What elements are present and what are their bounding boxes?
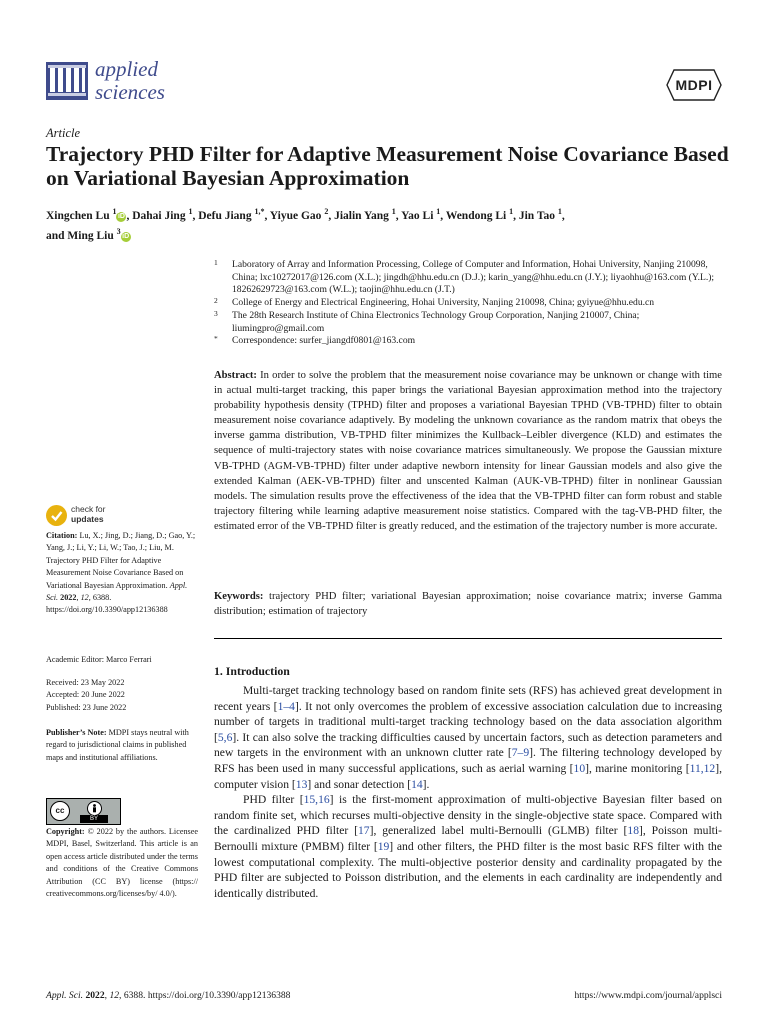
citation-reference-link[interactable]: 13 — [295, 777, 308, 791]
author-name[interactable]: Dahai Jing — [132, 209, 189, 222]
author-name[interactable]: Ming Liu — [67, 229, 117, 242]
publisher-note — [46, 727, 198, 764]
affiliation-item — [214, 335, 726, 348]
citation-journal: Appl. Sci. — [46, 580, 188, 603]
cc-icon: cc — [50, 801, 70, 821]
affiliation-number: 3 — [214, 308, 218, 318]
author-name[interactable]: Jin Tao — [518, 209, 558, 222]
paragraph-text: Multi-target tracking technology based on random finite sets (RFS) has achieved great development in recent years [ — [214, 684, 722, 713]
affiliation-number: * — [214, 334, 218, 344]
citation-year: 2022 — [60, 593, 77, 603]
section-divider — [214, 638, 722, 639]
citation-reference-link[interactable]: 5,6 — [217, 730, 233, 744]
intro-paragraph-2 — [214, 792, 722, 901]
received-date: Received: 23 May 2022 — [46, 678, 125, 687]
citation-block: Citation: Lu, X.; Jing, D.; Jiang, D.; Gao, Y.; Yang, J.; Li, Y.; Li, W.; Tao, J.; Liu, M. Trajectory PHD Filter for Adaptive Measurement Noise Covariance Based on Variational Bayesian Approximation. Appl. Sci. 2022, 12, 6388. https://doi.org/10.3390/app12136388 — [46, 531, 196, 615]
affiliation-item — [214, 259, 726, 297]
journal-name-line1: applied — [95, 57, 158, 81]
citation-reference-link[interactable]: 14 — [411, 777, 423, 791]
affiliation-text: The 28th Research Institute of China Electronics Technology Group Corporation, Nanjing 210007, China; liumingpro@gmail.com — [232, 309, 640, 334]
author-name[interactable]: Yiyue Gao — [269, 209, 325, 222]
author-affiliation-mark: 1 — [509, 207, 514, 216]
keywords — [214, 589, 722, 619]
journal-name-line2: sciences — [95, 80, 165, 104]
author-name[interactable]: Yao Li — [401, 209, 437, 222]
copyright-label: Copyright: — [46, 827, 85, 836]
copyright-notice — [46, 826, 198, 900]
introduction-body — [214, 683, 722, 901]
footer-year: 2022 — [85, 990, 105, 1001]
citation-reference-link[interactable]: 15,16 — [303, 793, 330, 807]
check-updates-icon — [46, 505, 67, 526]
journal-logo[interactable] — [46, 58, 186, 108]
paragraph-text: ] is the first-moment approximation of multi-objective Bayesian filter based on random finite set, which recurses multi-objective density in the single-objective state space. Compared with the cardinalized PHD filter [ — [214, 793, 722, 838]
keywords-text: trajectory PHD filter; variational Bayesian approximation; noise covariance matrix; inverse Gamma distribution; estimation of trajectory — [214, 591, 722, 618]
author-affiliation-mark: 1,* — [254, 207, 265, 216]
copyright-text: © 2022 by the authors. Licensee MDPI, Basel, Switzerland. This article is an open access article distributed under the terms and conditions of the Creative Commons Attribution (CC BY) license (https:// creativecommons.org/licenses/by/ 4.0/). — [46, 827, 199, 899]
affiliations — [214, 259, 726, 348]
author-affiliation-mark: 1 — [391, 207, 396, 216]
article-title: Trajectory PHD Filter for Adaptive Measurement Noise Covariance Based on Variational Bayesian Approximation — [46, 142, 729, 190]
affiliation-item — [214, 297, 726, 310]
paragraph-text: ] and sonar detection [ — [307, 777, 412, 791]
check-updates-line1: check for — [71, 504, 106, 514]
affiliation-number: 1 — [214, 258, 218, 267]
affiliation-text: Correspondence: surfer_jiangdf0801@163.com — [232, 335, 416, 347]
paragraph-text: ], generalized label multi-Bernoulli (GLMB) filter [ — [369, 824, 628, 838]
affiliation-number: 2 — [214, 296, 218, 306]
author-affiliation-mark: 2 — [324, 207, 329, 216]
person-icon — [87, 801, 102, 816]
affiliation-text: Laboratory of Array and Information Processing, College of Computer and Information, Hohai University, Nanjing 210098, China; lxc10272017@126.com (X.L.); jingdh@hhu.edu.cn (D.J.); karin_yang@hhu.edu.cn (J.Y.); liyaohhu@163.com (Y.L.); 18262629723@163.com (W.L.); taojin@hhu.edu.cn (J.T.) — [232, 259, 715, 296]
by-label: BY — [80, 815, 108, 823]
footer-journal: Appl. Sci. — [46, 990, 84, 1001]
citation-reference-link[interactable]: 11,12 — [689, 761, 716, 775]
citation-reference-link[interactable]: 19 — [377, 839, 390, 853]
author-affiliation-mark: 3 — [116, 226, 121, 236]
footer-journal-url[interactable]: https://www.mdpi.com/journal/applsci — [574, 990, 722, 1001]
footer-volume: 12 — [109, 990, 120, 1001]
author-list: Xingchen Lu $^1$iD , Dahai Jing $^1$, Defu Jiang $^{1,*}$, Yiyue Gao $^2$, Jialin Yang $^1$, Yao Li $^1$, Wendong Li $^1$, Jin Tao $^1$, and Ming Liu $^3$iD — [46, 207, 565, 242]
article-type: Article — [46, 126, 81, 140]
author-name[interactable]: Defu Jiang — [198, 209, 255, 222]
paragraph-text: ], Poisson multi-Bernoulli mixture (PMBM) filter [ — [214, 824, 722, 853]
citation-volume: 12 — [80, 593, 89, 603]
paragraph-text: ]. — [422, 777, 430, 791]
cc-by-license-badge[interactable] — [46, 798, 121, 825]
accepted-date: Accepted: 20 June 2022 — [46, 690, 125, 700]
paragraph-text: ], computer vision [ — [214, 761, 722, 791]
author-affiliation-mark: 1 — [436, 207, 441, 216]
check-for-updates-badge[interactable] — [46, 504, 126, 528]
author-affiliation-mark: 1 — [188, 207, 193, 216]
citation-reference-link[interactable]: 17 — [357, 824, 370, 838]
check-updates-line2: updates — [71, 513, 104, 524]
citation-doi[interactable]: , 6388. https://doi.org/10.3390/app12136388 — [46, 593, 168, 615]
author-name[interactable]: Jialin Yang — [334, 209, 392, 222]
academic-editor: Academic Editor: Marco Ferrari — [46, 655, 152, 664]
check-updates-text — [71, 505, 106, 524]
author-name[interactable]: Xingchen Lu — [46, 209, 113, 222]
abstract-text: In order to solve the problem that the measurement noise covariance may be unknown or change with time in actual multi-target tracking, this paper brings the variational Bayesian approximation method into the trajectory probability hypothesis density (TPHD) filter and proposes a variational Bayesian TPHD (VB-TPHD) filter to obtain measurement noise covariance adaptively. By modeling the unknown covariance as the random matrix that obeys the inverse gamma distribution, VB-TPHD filter minimizes the Kullback–Leibler divergence (KLD) and estimates the sequence of multi-trajectory states with noise covariance matrices simultaneously. We propose the Gaussian mixture VB-TPHD (AGM-VB-TPHD) filter under adaptive newborn intensity for linear Gaussian models and also give the extended Kalman (AEK-VB-TPHD) filter and unscented Kalman (AUK-VB-TPHD) filter in nonlinear Gaussian models. The simulation results prove the effectiveness of the idea that the VB-TPHD filter can form robust and stable trajectory filtering while learning adaptive measurement noise statistics. Compared with the tag-VB-PHD filter, the estimated error of the VB-TPHD filter is greatly reduced, and the estimation of the trajectory number is more accurate. — [214, 370, 722, 532]
orcid-icon[interactable]: iD — [117, 212, 125, 220]
citation-reference-link[interactable]: 1–4 — [277, 699, 295, 713]
citation-label: Citation: — [46, 531, 78, 540]
abstract-label: Abstract: — [214, 370, 257, 381]
orcid-icon[interactable]: iD — [122, 232, 130, 240]
paragraph-text: PHD filter [ — [243, 793, 304, 807]
citation-reference-link[interactable]: 7–9 — [511, 746, 530, 760]
citation-reference-link[interactable]: 10 — [573, 761, 586, 775]
footer-doi[interactable]: , 6388. https://doi.org/10.3390/app12136388 — [119, 990, 291, 1001]
publisher-note-text: MDPI stays neutral with regard to jurisdictional claims in published maps and institutional affiliations. — [46, 728, 189, 762]
publisher-note-label: Publisher’s Note: — [46, 728, 107, 737]
mdpi-logo[interactable] — [666, 68, 722, 102]
section-heading-introduction: 1. Introduction — [214, 664, 290, 678]
publisher-name: MDPI — [675, 77, 713, 93]
affiliation-text: College of Energy and Electrical Engineering, Hohai University, Nanjing 210098, China; gyiyue@hhu.edu.cn — [232, 297, 655, 309]
paragraph-text: ]. It not only overcomes the problem of excessive association calculation due to increasing number of targets in traditional multi-target tracking technology based on the data association algorithm [ — [214, 699, 723, 744]
affiliation-item — [214, 310, 726, 335]
dates-block — [46, 677, 198, 714]
citation-reference-link[interactable]: 18 — [627, 824, 640, 838]
paragraph-text: ]. It can also solve the tracking difficulties caused by uncertain factors, such as detection parameters and new targets in the environment with an unknown clutter rate [ — [214, 730, 722, 760]
author-affiliation-mark: 1 — [557, 207, 562, 216]
citation-text: Lu, X.; Jing, D.; Jiang, D.; Gao, Y.; Yang, J.; Li, Y.; Li, W.; Tao, J.; Liu, M. Trajectory PHD Filter for Adaptive Measurement Noise Covariance Based on Variational Bayesian Approximation. — [46, 531, 196, 590]
keywords-label: Keywords: — [214, 591, 264, 602]
intro-paragraph-1 — [214, 683, 722, 792]
footer-citation: Appl. Sci. 2022, 12, 6388. https://doi.org/10.3390/app12136388 — [46, 990, 291, 1001]
author-affiliation-mark: 1 — [112, 207, 117, 216]
author-name[interactable]: Wendong Li — [445, 209, 510, 222]
published-date: Published: 23 June 2022 — [46, 702, 127, 712]
journal-name — [95, 58, 165, 104]
paragraph-text: ] and other filters, the PHD filter is the most basic RFS filter with the lowest computational complexity. The multi-objective posterior density and cardinality propagated by the PHD filter are subjected to Poisson distribution, and the elements in each cardinality are independently and identically distributed. — [214, 839, 722, 900]
paragraph-text: ]. The filtering technology developed by RFS has been used in many successful applications, such as aerial warning [ — [214, 746, 722, 775]
journal-emblem-icon — [46, 62, 88, 100]
abstract — [214, 368, 722, 534]
paragraph-text: ], marine monitoring [ — [585, 761, 690, 775]
